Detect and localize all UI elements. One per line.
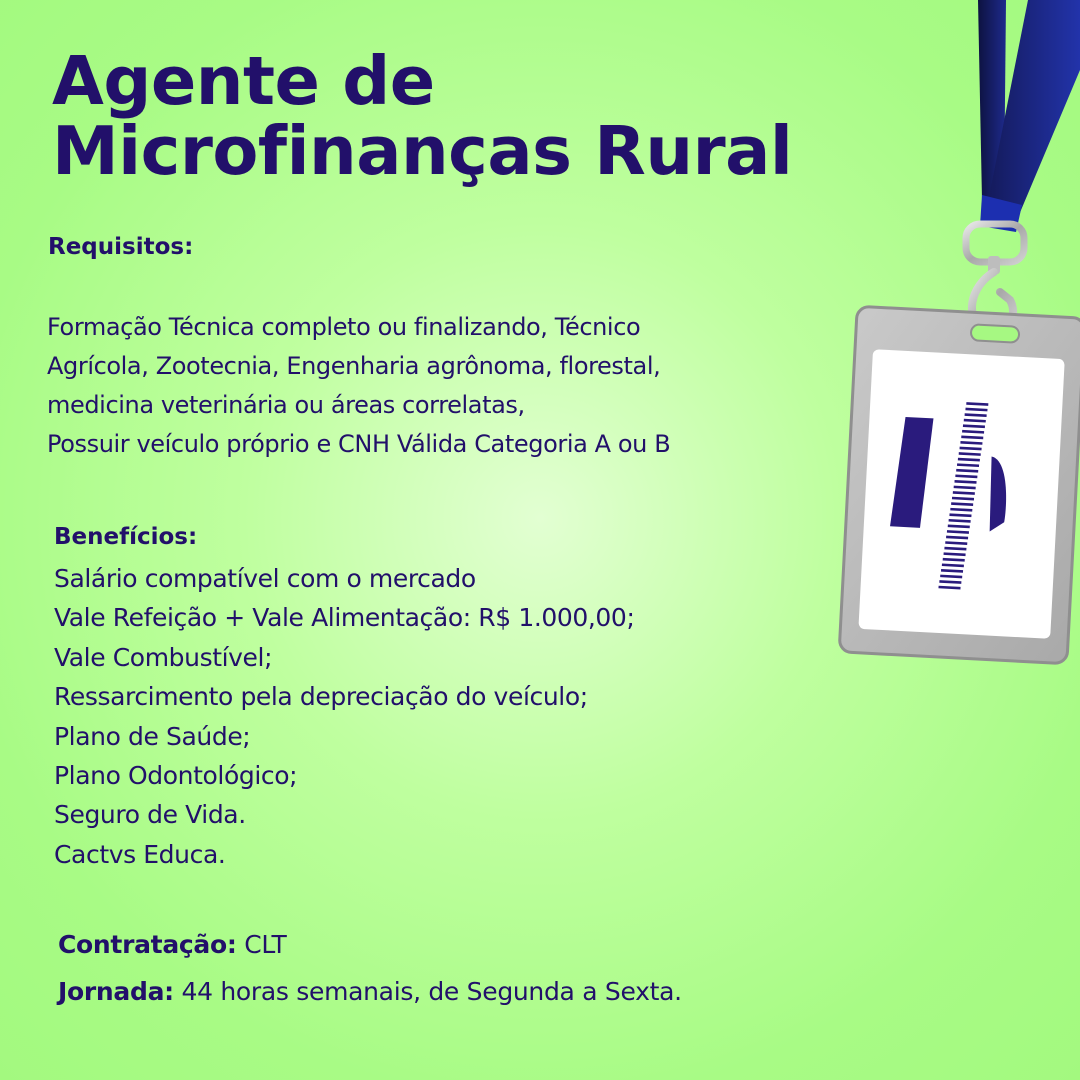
benefit-item: Plano de Saúde; — [54, 721, 251, 751]
requirements-line: Agrícola, Zootecnia, Engenharia agrônoma, florestal, — [47, 352, 661, 380]
contract-label: Contratação: — [58, 930, 237, 959]
contract-value: CLT — [236, 930, 287, 959]
benefit-item: Ressarcimento pela depreciação do veículo; — [54, 682, 588, 712]
requirements-line: medicina veterinária ou áreas correlatas, — [47, 391, 525, 419]
requirements-line: Formação Técnica completo ou finalizando, Técnico — [47, 313, 641, 341]
requirements-line: Possuir veículo próprio e CNH Válida Categoria A ou B — [47, 430, 671, 458]
benefit-item: Vale Refeição + Vale Alimentação: R$ 1.000,00; — [54, 603, 635, 633]
benefit-item: Salário compatível com o mercado — [54, 564, 476, 593]
title-line-2: Microfinanças Rural — [52, 112, 793, 190]
title-line-1: Agente de — [52, 42, 435, 120]
schedule-label: Jornada: — [58, 977, 174, 1006]
lanyard — [978, 0, 1080, 232]
benefit-item: Vale Combustível; — [54, 642, 273, 672]
schedule-value: 44 horas semanais, de Segunda a Sexta. — [173, 977, 682, 1006]
requirements-heading: Requisitos: — [48, 234, 194, 260]
benefit-item: Cactvs Educa. — [54, 839, 226, 869]
benefit-item: Seguro de Vida. — [54, 800, 246, 830]
benefits-heading: Benefícios: — [54, 524, 198, 550]
benefit-item: Plano Odontológico; — [54, 761, 298, 791]
badge-card — [839, 306, 1080, 663]
